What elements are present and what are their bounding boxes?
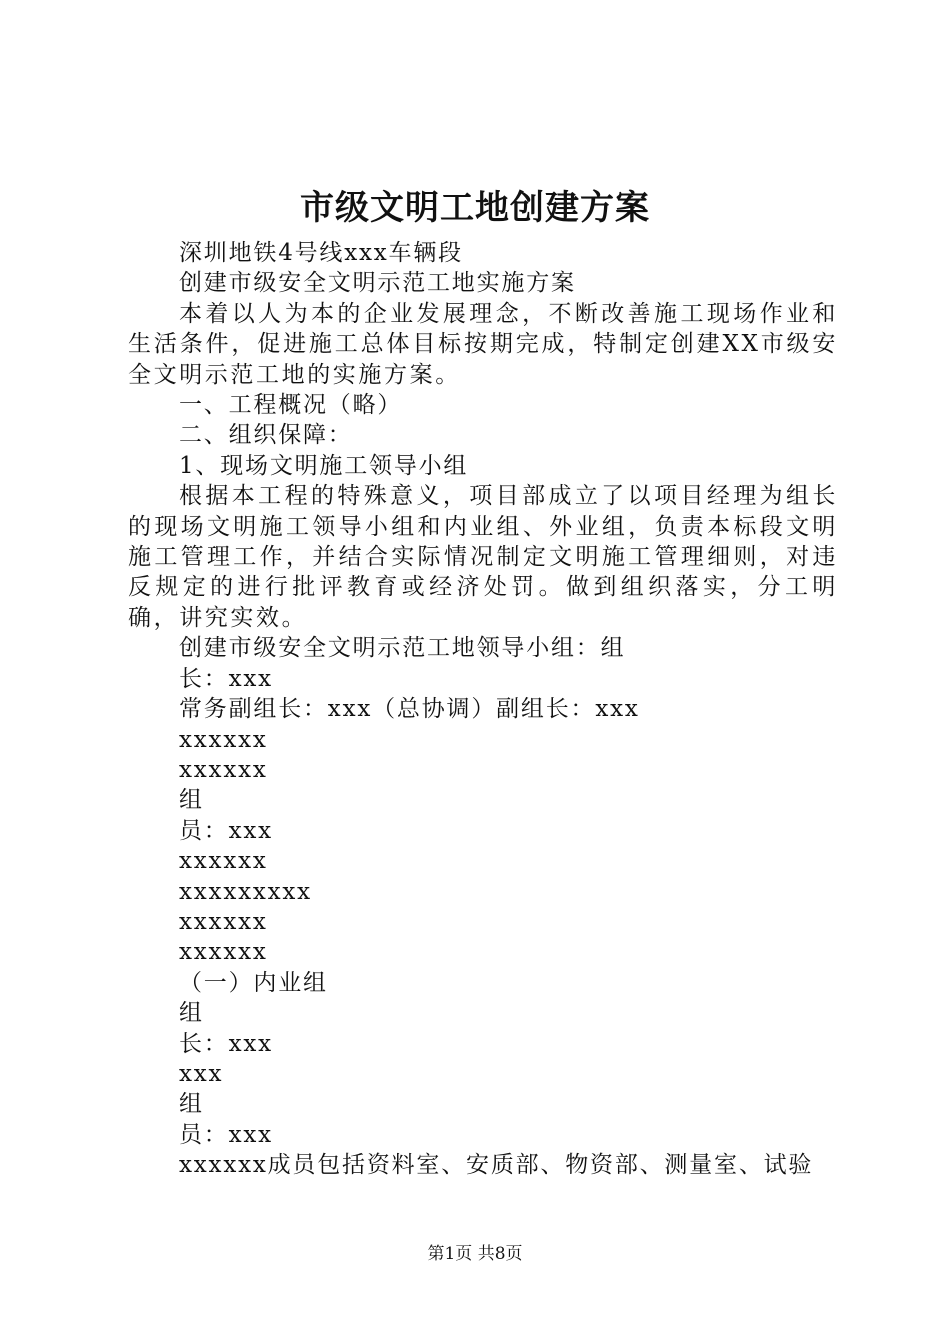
member-name-line: xxxxxx (179, 726, 268, 753)
internal-member-label-line: 组 (179, 1091, 204, 1118)
subsection-heading-leadership: 1、现场文明施工领导小组 (179, 452, 469, 479)
subsection-heading-internal-group: （一）内业组 (179, 969, 328, 996)
leadership-paragraph: 根据本工程的特殊意义，项目部成立了以项目经理为组长的现场文明施工领导小组和内业组、外业组，负责本标段文明施工管理工作，并结合实际情况制定文明施工管理细则，对违反规定的进行批评教育或经济处罚。做到组织落实，分工明确，讲究实效。 (128, 483, 838, 631)
deputy-leader-line: 常务副组长：xxx（总协调）副组长：xxx (179, 696, 640, 723)
internal-leader-label-line: 组 (179, 1000, 204, 1027)
member-name-line: xxxxxx (179, 756, 268, 783)
plan-subtitle-line: 创建市级安全文明示范工地实施方案 (179, 270, 576, 297)
intro-paragraph: 本着以人为本的企业发展理念，不断改善施工现场作业和生活条件，促进施工总体目标按期完成，特制定创建XX市级安全文明示范工地的实施方案。 (128, 300, 838, 388)
document-title: 市级文明工地创建方案 (300, 188, 650, 228)
member-name-line: xxxxxx (179, 908, 268, 935)
member-line: 员：xxx (179, 817, 273, 844)
section-heading-organization: 二、组织保障： (179, 422, 353, 449)
internal-member-line: 员：xxx (179, 1121, 273, 1148)
member-name-line: xxxxxxxxx (179, 878, 312, 905)
leadership-group-line: 创建市级安全文明示范工地领导小组：组 (179, 635, 626, 662)
internal-leader-line: 长：xxx (179, 1030, 273, 1057)
page-footer: 第1页 共8页 (427, 1244, 523, 1264)
internal-members-description-line: xxxxxx成员包括资料室、安质部、物资部、测量室、试验 (179, 1152, 814, 1179)
member-name-line: xxxxxx (179, 848, 268, 875)
leader-line: 长：xxx (179, 665, 273, 692)
project-name-line: 深圳地铁4号线xxx车辆段 (179, 240, 463, 266)
section-heading-overview: 一、工程概况（略） (179, 392, 403, 419)
document-body (128, 238, 838, 1181)
member-name-line: xxxxxx (179, 939, 268, 966)
member-label-line: 组 (179, 787, 204, 814)
internal-name-line: xxx (179, 1060, 224, 1087)
